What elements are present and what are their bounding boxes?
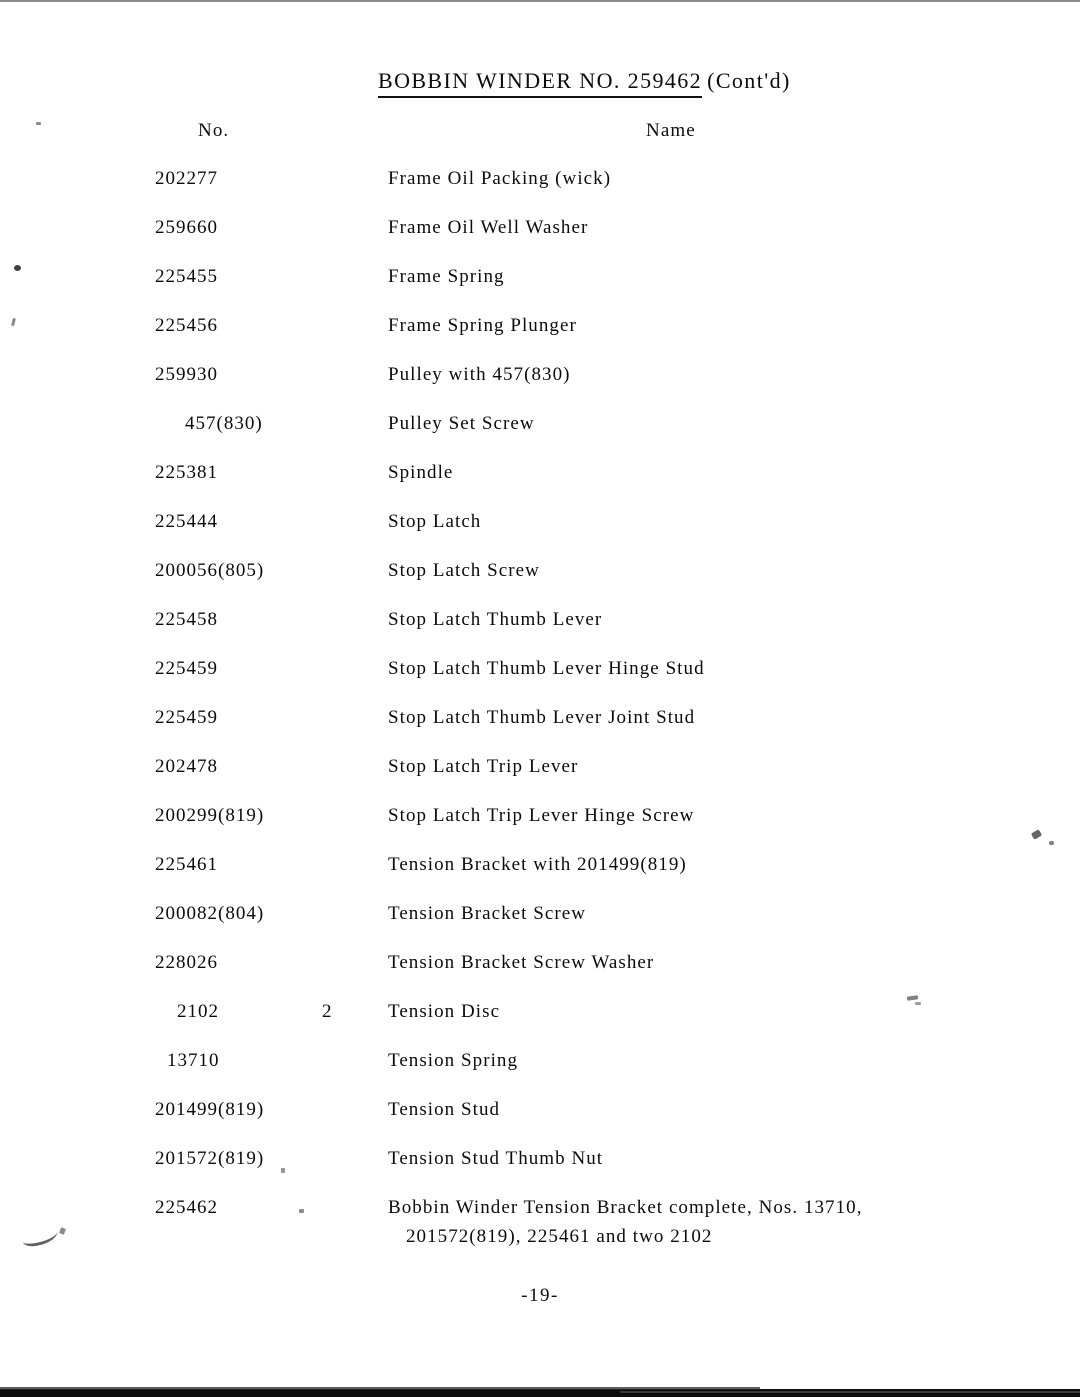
part-name: Stop Latch Thumb Lever Hinge Stud bbox=[388, 658, 705, 679]
part-number: 201572(819) bbox=[155, 1148, 265, 1169]
part-number: 259660 bbox=[155, 217, 218, 238]
page-title-main: BOBBIN WINDER NO. 259462 bbox=[378, 68, 702, 98]
column-header-number: No. bbox=[198, 120, 230, 141]
part-number: 259930 bbox=[155, 364, 218, 385]
part-name: Pulley with 457(830) bbox=[388, 364, 571, 385]
part-number: 202478 bbox=[155, 756, 218, 777]
part-number: 13710 bbox=[167, 1050, 220, 1071]
part-name-line-1: Bobbin Winder Tension Bracket complete, Nos. 13710, bbox=[388, 1197, 863, 1218]
part-number: 225461 bbox=[155, 854, 218, 875]
part-number: 225455 bbox=[155, 266, 218, 287]
part-name: Stop Latch Trip Lever bbox=[388, 756, 579, 777]
part-name: Tension Disc bbox=[388, 1001, 501, 1022]
table-row bbox=[0, 168, 1080, 217]
table-row bbox=[0, 707, 1080, 756]
table-row bbox=[0, 1001, 1080, 1050]
part-name: Tension Bracket Screw Washer bbox=[388, 952, 655, 973]
table-row bbox=[0, 1050, 1080, 1099]
part-name: Tension Stud bbox=[388, 1099, 501, 1120]
part-number: 2102 bbox=[177, 1001, 219, 1022]
part-name: Spindle bbox=[388, 462, 454, 483]
table-row bbox=[0, 364, 1080, 413]
table-row bbox=[0, 1099, 1080, 1148]
part-number: 225459 bbox=[155, 658, 218, 679]
part-name: Tension Spring bbox=[388, 1050, 519, 1071]
table-row bbox=[0, 805, 1080, 854]
page-title-continued: (Cont'd) bbox=[707, 68, 791, 93]
table-row bbox=[0, 511, 1080, 560]
part-number: 225444 bbox=[155, 511, 218, 532]
table-row bbox=[0, 609, 1080, 658]
part-quantity: 2 bbox=[322, 1001, 333, 1022]
part-name: Stop Latch bbox=[388, 511, 482, 532]
table-row bbox=[0, 413, 1080, 462]
table-column-headers bbox=[0, 120, 1080, 150]
part-number: 457(830) bbox=[185, 413, 263, 434]
part-number: 225462 bbox=[155, 1197, 218, 1218]
part-name: Stop Latch Screw bbox=[388, 560, 540, 581]
part-name: Tension Bracket Screw bbox=[388, 903, 586, 924]
part-name: Frame Spring bbox=[388, 266, 505, 287]
page-title bbox=[378, 68, 791, 94]
part-number: 200056(805) bbox=[155, 560, 265, 581]
table-row bbox=[0, 756, 1080, 805]
part-name: Tension Stud Thumb Nut bbox=[388, 1148, 604, 1169]
part-name: Pulley Set Screw bbox=[388, 413, 535, 434]
table-row bbox=[0, 266, 1080, 315]
table-row bbox=[0, 1197, 1080, 1267]
part-name: Frame Oil Packing (wick) bbox=[388, 168, 612, 189]
part-number: 225456 bbox=[155, 315, 218, 336]
part-number: 225381 bbox=[155, 462, 218, 483]
part-name bbox=[388, 1197, 863, 1248]
part-name: Stop Latch Thumb Lever bbox=[388, 609, 603, 630]
part-number: 225459 bbox=[155, 707, 218, 728]
table-row bbox=[0, 658, 1080, 707]
table-row bbox=[0, 952, 1080, 1001]
table-row bbox=[0, 315, 1080, 364]
part-number: 200082(804) bbox=[155, 903, 265, 924]
part-number: 200299(819) bbox=[155, 805, 265, 826]
table-row bbox=[0, 462, 1080, 511]
scan-edge-bottom bbox=[0, 1389, 1080, 1397]
table-row bbox=[0, 854, 1080, 903]
scan-edge-top bbox=[0, 0, 1080, 2]
part-name: Frame Oil Well Washer bbox=[388, 217, 589, 238]
part-number: 228026 bbox=[155, 952, 218, 973]
part-number: 225458 bbox=[155, 609, 218, 630]
part-number: 201499(819) bbox=[155, 1099, 265, 1120]
page-number: -19- bbox=[521, 1285, 559, 1306]
table-row bbox=[0, 1148, 1080, 1197]
part-name: Stop Latch Trip Lever Hinge Screw bbox=[388, 805, 695, 826]
part-number: 202277 bbox=[155, 168, 218, 189]
part-name: Tension Bracket with 201499(819) bbox=[388, 854, 687, 875]
table-row bbox=[0, 560, 1080, 609]
table-row bbox=[0, 217, 1080, 266]
part-name: Stop Latch Thumb Lever Joint Stud bbox=[388, 707, 696, 728]
column-header-name: Name bbox=[646, 120, 696, 141]
part-name: Frame Spring Plunger bbox=[388, 315, 577, 336]
table-row bbox=[0, 903, 1080, 952]
parts-table bbox=[0, 168, 1080, 1267]
part-name-line-2: 201572(819), 225461 and two 2102 bbox=[406, 1226, 713, 1247]
